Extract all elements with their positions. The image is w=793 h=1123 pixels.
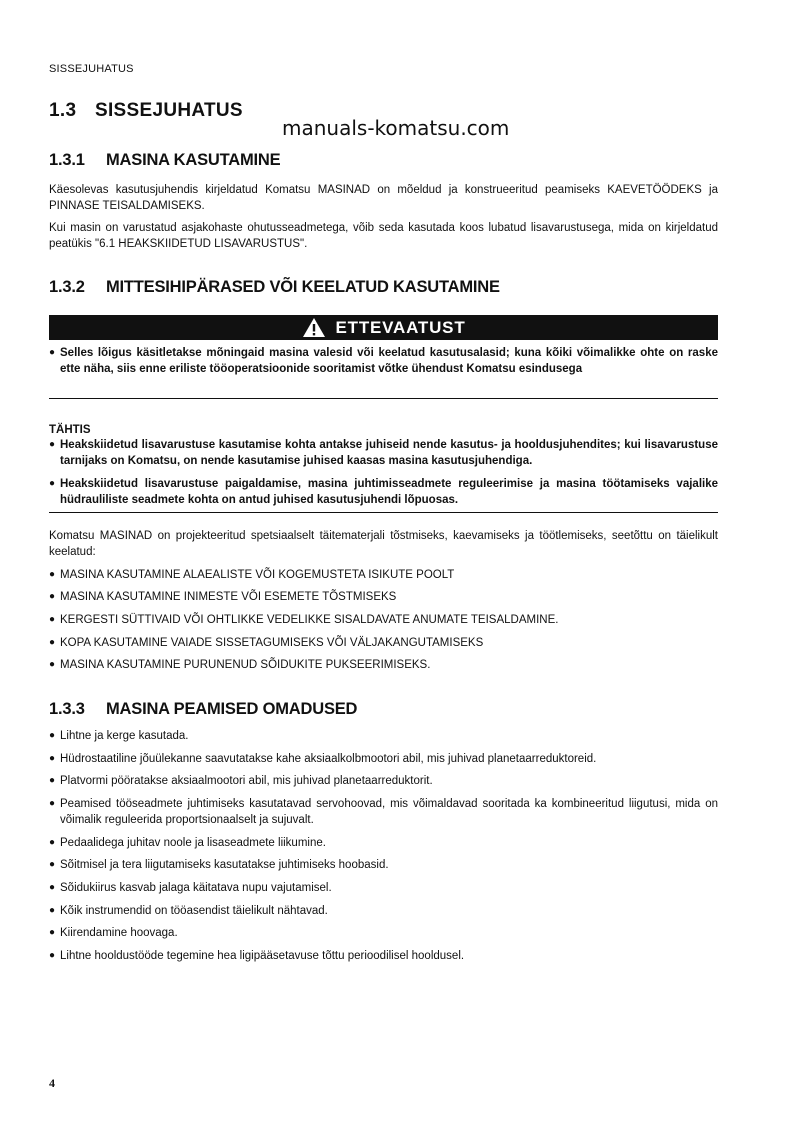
bullet: ● bbox=[49, 837, 56, 848]
prohibited-item bbox=[49, 589, 718, 605]
important-label: TÄHTIS bbox=[49, 424, 91, 436]
bullet: ● bbox=[49, 798, 56, 809]
feature-item-text: Platvormi pööratakse aksiaalmootori abil, mis juhivad planetaarreduktorit. bbox=[60, 775, 433, 787]
feature-item bbox=[49, 773, 718, 789]
feature-item-text: Lihtne hooldustööde tegemine hea ligipääsetavuse tõttu perioodilisel hooldusel. bbox=[60, 950, 465, 962]
bullet: ● bbox=[49, 347, 56, 358]
feature-item bbox=[49, 948, 718, 964]
bullet: ● bbox=[49, 591, 56, 602]
bullet: ● bbox=[49, 478, 56, 489]
bullet: ● bbox=[49, 882, 56, 893]
feature-item-text: Kiirendamine hoovaga. bbox=[60, 927, 178, 939]
bullet: ● bbox=[49, 905, 56, 916]
feature-item bbox=[49, 728, 718, 744]
important-item bbox=[49, 476, 718, 508]
important-item-text: Heakskiidetud lisavarustuse kasutamise kohta antakse juhiseid nende kasutus- ja hooldusjuhendites; kui lisavarustuse tarnijaks on Komatsu, on nende kasutamise juhised kaasas masina kasutusjuhendiga. bbox=[60, 439, 718, 467]
feature-item bbox=[49, 835, 718, 851]
bullet: ● bbox=[49, 439, 56, 450]
prohibited-item-text: KERGESTI SÜTTIVAID VÕI OHTLIKKE VEDELIKKE SISALDAVATE ANUMATE TEISALDAMINE. bbox=[60, 614, 559, 626]
watermark: manuals-komatsu.com bbox=[282, 116, 510, 140]
running-header: SISSEJUHATUS bbox=[49, 63, 134, 75]
feature-item bbox=[49, 751, 718, 767]
feature-item-text: Hüdrostaatiline jõuülekanne saavutatakse kahe aksiaalkolbmootori abil, mis juhivad planetaarreduktoreid. bbox=[60, 753, 597, 765]
warning-body: Selles lõigus käsitletakse mõningaid masina valesid või keelatud kasutusalasid; kuna kõiki võimalikke ohte on raske ette näha, siis enne eriliste tööoperatsioonide sooritamist võtke ühendust Komatsu esindusega bbox=[60, 347, 718, 375]
feature-item bbox=[49, 880, 718, 896]
subsection-title: MITTESIHIPÄRASED VÕI KEELATUD KASUTAMINE bbox=[106, 278, 500, 296]
bullet: ● bbox=[49, 730, 56, 741]
feature-item-text: Sõidukiirus kasvab jalaga käitatava nupu vajutamisel. bbox=[60, 882, 332, 894]
divider bbox=[49, 398, 718, 399]
paragraph: Kui masin on varustatud asjakohaste ohutusseadmetega, võib seda kasutada koos lubatud lisavarustusega, mida on kirjeldatud peatükis "6.1 HEAKSKIIDETUD LISAVARUSTUS". bbox=[49, 222, 718, 250]
section-number: 1.3 bbox=[49, 100, 77, 121]
feature-item bbox=[49, 796, 718, 828]
divider bbox=[49, 512, 718, 513]
subsection-number: 1.3.3 bbox=[49, 700, 85, 718]
bullet: ● bbox=[49, 614, 56, 625]
feature-item-text: Peamised tööseadmete juhtimiseks kasutatavad servohoovad, mis võimaldavad sooritada ka kombineeritud liigutusi, mida on võimalik reguleerida proportsionaalselt ja sujuvalt. bbox=[60, 798, 718, 826]
feature-item-text: Lihtne ja kerge kasutada. bbox=[60, 730, 189, 742]
prohibited-item-text: KOPA KASUTAMINE VAIADE SISSETAGUMISEKS VÕI VÄLJAKANGUTAMISEKS bbox=[60, 637, 484, 649]
page-number: 4 bbox=[49, 1076, 55, 1090]
prohibited-item bbox=[49, 657, 718, 673]
subsection-number: 1.3.1 bbox=[49, 151, 85, 169]
bullet: ● bbox=[49, 659, 56, 670]
bullet: ● bbox=[49, 927, 56, 938]
subsection-heading-2 bbox=[49, 278, 500, 297]
subsection-heading-1 bbox=[49, 151, 280, 170]
prohibited-item-text: MASINA KASUTAMINE INIMESTE VÕI ESEMETE TÕSTMISEKS bbox=[60, 591, 397, 603]
subsection-number: 1.3.2 bbox=[49, 278, 85, 296]
subsection-title: MASINA KASUTAMINE bbox=[106, 151, 281, 169]
bullet: ● bbox=[49, 859, 56, 870]
section-title: SISSEJUHATUS bbox=[95, 100, 243, 121]
feature-item bbox=[49, 903, 718, 919]
warning-triangle-icon bbox=[302, 317, 326, 338]
bullet: ● bbox=[49, 569, 56, 580]
bullet: ● bbox=[49, 637, 56, 648]
bullet: ● bbox=[49, 950, 56, 961]
feature-item bbox=[49, 857, 718, 873]
important-item-text: Heakskiidetud lisavarustuse paigaldamise, masina juhtimisseadmete reguleerimise ja masina töötamiseks vajalike hüdrauliliste seadmete kohta on antud juhised kasutusjuhendi lõpuosas. bbox=[60, 478, 718, 506]
warning-banner bbox=[49, 315, 718, 340]
prohibited-item bbox=[49, 567, 718, 583]
subsection-title: MASINA PEAMISED OMADUSED bbox=[106, 700, 358, 718]
feature-item-text: Kõik instrumendid on tööasendist täielikult nähtavad. bbox=[60, 905, 328, 917]
paragraph: Käesolevas kasutusjuhendis kirjeldatud Komatsu MASINAD on mõeldud ja konstrueeritud peamiseks KAEVETÖÖDEKS ja PINNASE TEISALDAMISEKS. bbox=[49, 184, 718, 212]
bullet: ● bbox=[49, 753, 56, 764]
prohibited-item bbox=[49, 612, 718, 628]
prohibited-item-text: MASINA KASUTAMINE ALAEALISTE VÕI KOGEMUSTETA ISIKUTE POOLT bbox=[60, 569, 455, 581]
subsection-heading-3 bbox=[49, 700, 357, 719]
feature-item-text: Pedaalidega juhitav noole ja lisaseadmete liikumine. bbox=[60, 837, 326, 849]
prohibited-item-text: MASINA KASUTAMINE PURUNENUD SÕIDUKITE PUKSEERIMISEKS. bbox=[60, 659, 431, 671]
bullet: ● bbox=[49, 775, 56, 786]
prohibited-intro: Komatsu MASINAD on projekteeritud spetsiaalselt täitematerjali tõstmiseks, kaevamiseks ja töötlemiseks, seetõttu on täielikult keelatud: bbox=[49, 530, 718, 558]
warning-label: ETTEVAATUST bbox=[335, 317, 466, 337]
important-item bbox=[49, 437, 718, 469]
warning-text bbox=[49, 345, 718, 377]
prohibited-item bbox=[49, 635, 718, 651]
feature-item-text: Sõitmisel ja tera liigutamiseks kasutatakse juhtimiseks hoobasid. bbox=[60, 859, 389, 871]
section-heading bbox=[49, 100, 243, 122]
feature-item bbox=[49, 925, 718, 941]
